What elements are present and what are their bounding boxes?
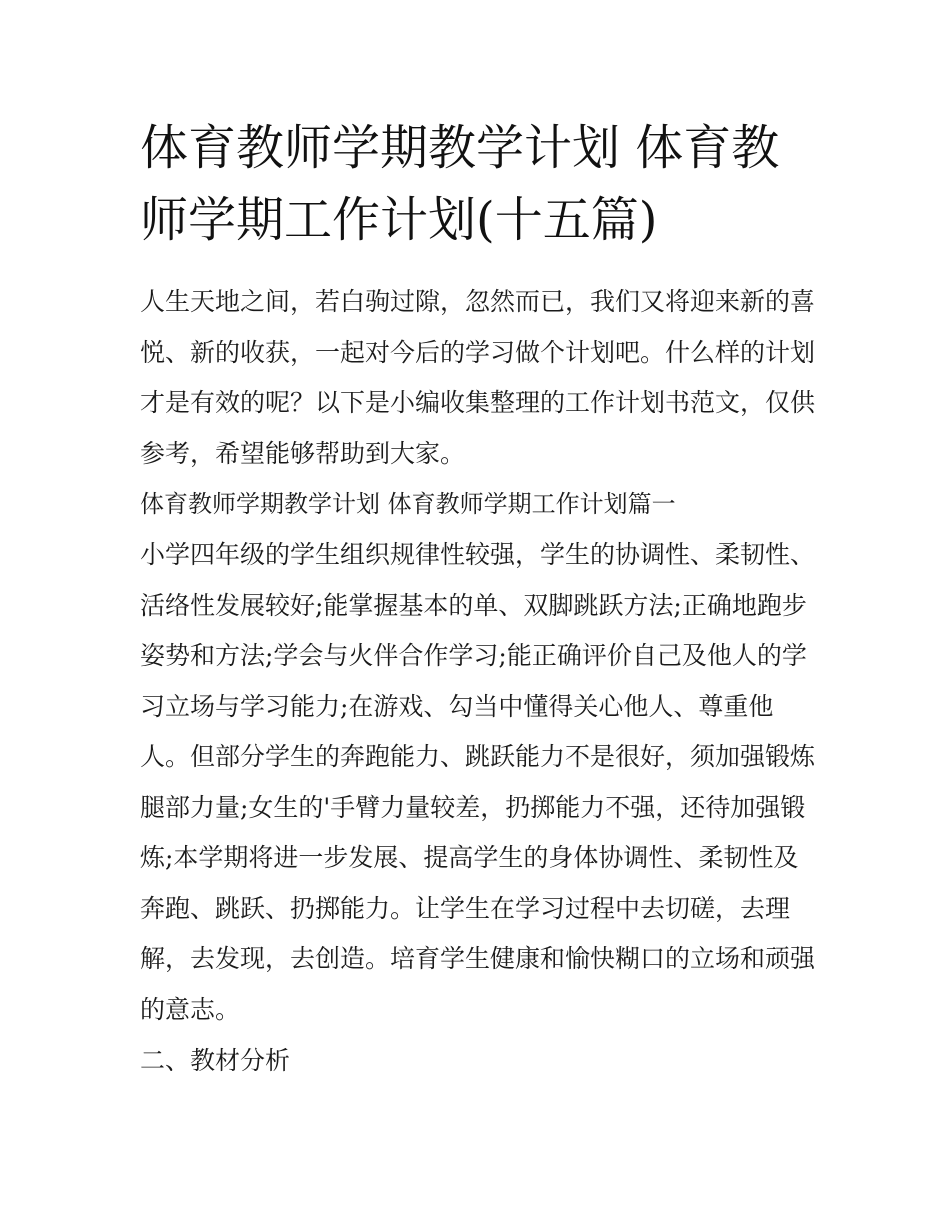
intro-line: 才是有效的呢？以下是小编收集整理的工作计划书范文，仅供 [140, 388, 816, 417]
paragraph-line: 解，去发现，去创造。培育学生健康和愉快糊口的立场和顽强 [140, 944, 816, 973]
document-title [140, 112, 830, 256]
intro-line: 悦、新的收获，一起对今后的学习做个计划吧。什么样的计划 [140, 337, 816, 367]
section-subtitle: 体育教师学期教学计划 体育教师学期工作计划篇一 [140, 490, 676, 518]
intro-line: 参考，希望能够帮助到大家。 [140, 438, 466, 468]
intro-line: 人生天地之间，若白驹过隙，忽然而已，我们又将迎来新的喜 [140, 287, 816, 316]
paragraph-line: 炼;本学期将进一步发展、提高学生的身体协调性、柔韧性及 [140, 843, 799, 872]
paragraph-1 [140, 530, 830, 1035]
section-heading: 二、教材分析 [140, 1046, 291, 1075]
paragraph-line: 小学四年级的学生组织规律性较强，学生的协调性、柔韧性、 [140, 540, 816, 569]
paragraph-line: 习立场与学习能力;在游戏、勾当中懂得关心他人、尊重他 [140, 691, 774, 721]
title-line-2: 师学期工作计划(十五篇) [140, 192, 658, 248]
paragraph-line: 姿势和方法;学会与火伴合作学习;能正确评价自己及他人的学 [140, 641, 807, 670]
paragraph-line: 腿部力量;女生的'手臂力量较差，扔掷能力不强，还待加强锻 [140, 792, 806, 822]
paragraph-line: 活络性发展较好;能掌握基本的单、双脚跳跃方法;正确地跑步 [140, 590, 807, 620]
paragraph-line: 的意志。 [140, 994, 241, 1024]
title-line-1: 体育教师学期教学计划 体育教 [140, 120, 780, 176]
paragraph-line: 人。但部分学生的奔跑能力、跳跃能力不是很好，须加强锻炼 [140, 742, 816, 771]
paragraph-line: 奔跑、跳跃、扔掷能力。让学生在学习过程中去切磋，去理 [140, 893, 791, 923]
intro-paragraph [140, 277, 830, 479]
